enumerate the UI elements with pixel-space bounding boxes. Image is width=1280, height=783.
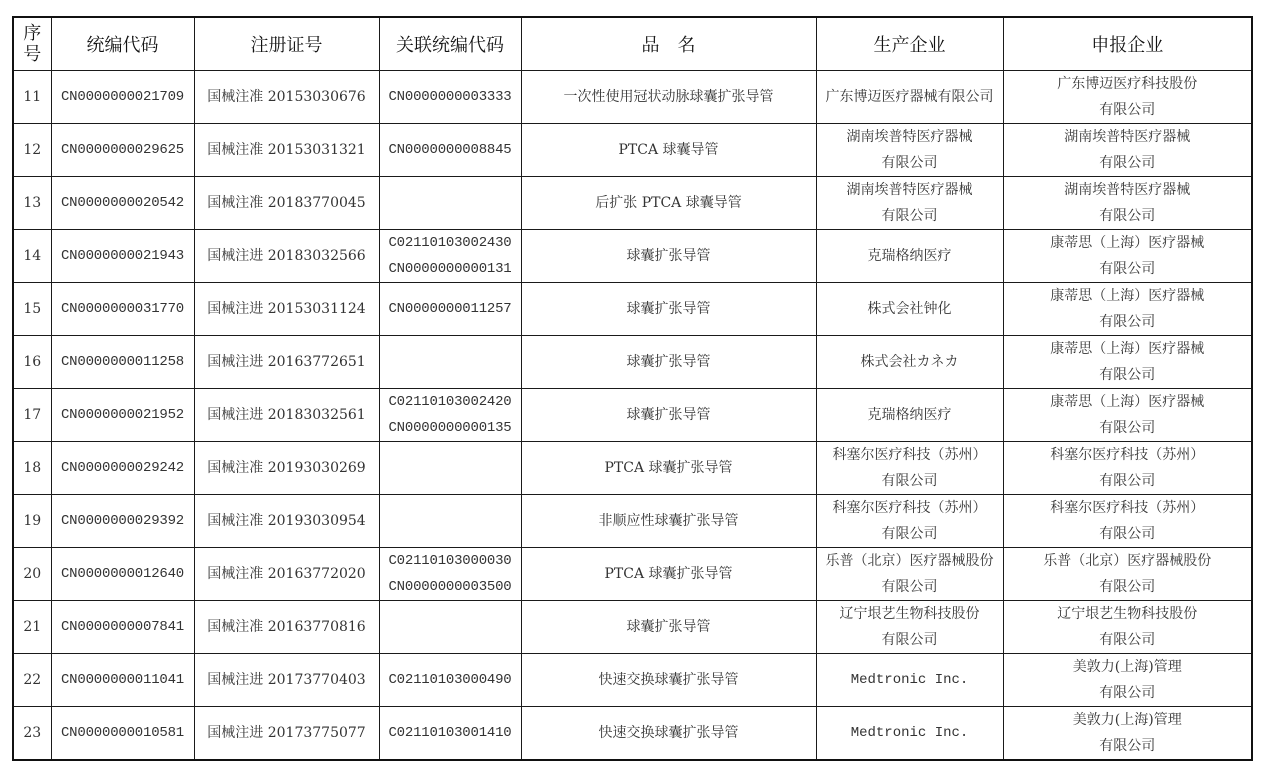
applicant-line: 康蒂思（上海）医疗器械: [1050, 235, 1205, 251]
cell-manufacturer: [816, 707, 1003, 761]
cell-applicant: [1003, 177, 1252, 230]
cell-product-name: 非顺应性球囊扩张导管: [521, 495, 816, 548]
cell-seq: 23: [13, 707, 51, 761]
table-row: [13, 442, 1252, 495]
cell-product-name: 球囊扩张导管: [521, 601, 816, 654]
cell-code: CN0000000007841: [51, 601, 194, 654]
cell-applicant: [1003, 230, 1252, 283]
cell-reg-no: 国械注准 20153030676: [194, 71, 379, 124]
cell-code: CN0000000011041: [51, 654, 194, 707]
cell-applicant: [1003, 389, 1252, 442]
cell-product-name: 球囊扩张导管: [521, 230, 816, 283]
table-row: [13, 230, 1252, 283]
applicant-line: 美敦力(上海)管理: [1072, 659, 1182, 675]
cell-code: CN0000000029242: [51, 442, 194, 495]
cell-seq: 16: [13, 336, 51, 389]
cell-related-code: [379, 707, 521, 761]
manufacturer-line: 科塞尔医疗科技（苏州）: [832, 500, 987, 516]
manufacturer-line: 克瑞格纳医疗: [867, 248, 952, 264]
applicant-line: 科塞尔医疗科技（苏州）: [1050, 500, 1205, 516]
manufacturer-line: 有限公司: [881, 526, 938, 542]
manufacturer-line: 科塞尔医疗科技（苏州）: [832, 447, 987, 463]
cell-code: CN0000000020542: [51, 177, 194, 230]
cell-product-name: 快速交换球囊扩张导管: [521, 707, 816, 761]
cell-reg-no: 国械注进 20173770403: [194, 654, 379, 707]
table-row: [13, 707, 1252, 761]
cell-code: CN0000000031770: [51, 283, 194, 336]
applicant-line: 有限公司: [1099, 102, 1156, 118]
cell-related-code: [379, 71, 521, 124]
cell-code: CN0000000021709: [51, 71, 194, 124]
manufacturer-line: 乐普（北京）医疗器械股份: [825, 553, 994, 569]
applicant-line: 广东博迈医疗科技股份: [1057, 76, 1198, 92]
cell-related-code: [379, 548, 521, 601]
applicant-line: 有限公司: [1099, 261, 1156, 277]
cell-related-code: [379, 283, 521, 336]
cell-manufacturer: [816, 548, 1003, 601]
applicant-line: 康蒂思（上海）医疗器械: [1050, 394, 1205, 410]
cell-reg-no: 国械注进 20153031124: [194, 283, 379, 336]
cell-related-code: [379, 654, 521, 707]
cell-manufacturer: [816, 124, 1003, 177]
applicant-line: 康蒂思（上海）医疗器械: [1050, 341, 1205, 357]
related-code-line: C02110103002420: [388, 394, 512, 410]
header-seq: [13, 17, 51, 71]
applicant-line: 有限公司: [1099, 738, 1156, 754]
header-reg-no: 注册证号: [194, 17, 379, 71]
cell-applicant: [1003, 71, 1252, 124]
header-manufacturer: 生产企业: [816, 17, 1003, 71]
applicant-line: 有限公司: [1099, 208, 1156, 224]
table-row: [13, 495, 1252, 548]
applicant-line: 有限公司: [1099, 579, 1156, 595]
manufacturer-line: 株式会社钟化: [867, 301, 952, 317]
header-row: [13, 17, 1252, 71]
cell-reg-no: 国械注进 20163772651: [194, 336, 379, 389]
cell-product-name: PTCA 球囊扩张导管: [521, 442, 816, 495]
cell-manufacturer: [816, 283, 1003, 336]
cell-seq: 12: [13, 124, 51, 177]
header-related-code: 关联统编代码: [379, 17, 521, 71]
cell-product-name: 快速交换球囊扩张导管: [521, 654, 816, 707]
cell-reg-no: 国械注进 20183032566: [194, 230, 379, 283]
cell-applicant: [1003, 442, 1252, 495]
table-row: [13, 389, 1252, 442]
cell-seq: 13: [13, 177, 51, 230]
cell-code: CN0000000012640: [51, 548, 194, 601]
header-code: 统编代码: [51, 17, 194, 71]
manufacturer-line: 有限公司: [881, 579, 938, 595]
applicant-line: 辽宁垠艺生物科技股份: [1057, 606, 1198, 622]
cell-code: CN0000000011258: [51, 336, 194, 389]
header-product-name: 品 名: [521, 17, 816, 71]
manufacturer-line: 湖南埃普特医疗器械: [846, 129, 973, 145]
applicant-line: 有限公司: [1099, 367, 1156, 383]
manufacturer-line: 有限公司: [881, 208, 938, 224]
cell-related-code: [379, 389, 521, 442]
cell-manufacturer: [816, 336, 1003, 389]
device-registry-table-container: [12, 16, 1251, 761]
manufacturer-line: 湖南埃普特医疗器械: [846, 182, 973, 198]
cell-code: CN0000000010581: [51, 707, 194, 761]
manufacturer-line: 辽宁垠艺生物科技股份: [839, 606, 980, 622]
cell-product-name: 球囊扩张导管: [521, 283, 816, 336]
applicant-line: 康蒂思（上海）医疗器械: [1050, 288, 1205, 304]
cell-product-name: PTCA 球囊扩张导管: [521, 548, 816, 601]
cell-seq: 15: [13, 283, 51, 336]
manufacturer-line: Medtronic Inc.: [850, 672, 969, 688]
cell-product-name: 后扩张 PTCA 球囊导管: [521, 177, 816, 230]
cell-related-code: [379, 124, 521, 177]
related-code-line: CN0000000000135: [388, 420, 512, 436]
table-row: [13, 177, 1252, 230]
related-code-line: C02110103000490: [388, 672, 512, 688]
cell-reg-no: 国械注进 20183032561: [194, 389, 379, 442]
cell-reg-no: 国械注准 20163772020: [194, 548, 379, 601]
header-applicant: 申报企业: [1003, 17, 1252, 71]
table-row: [13, 336, 1252, 389]
applicant-line: 有限公司: [1099, 155, 1156, 171]
cell-product-name: 球囊扩张导管: [521, 389, 816, 442]
manufacturer-line: 广东博迈医疗器械有限公司: [825, 89, 994, 105]
applicant-line: 有限公司: [1099, 632, 1156, 648]
cell-applicant: [1003, 495, 1252, 548]
cell-reg-no: 国械注准 20183770045: [194, 177, 379, 230]
related-code-line: CN0000000008845: [388, 142, 512, 158]
applicant-line: 湖南埃普特医疗器械: [1064, 182, 1191, 198]
table-row: [13, 283, 1252, 336]
table-row: [13, 124, 1252, 177]
manufacturer-line: 有限公司: [881, 155, 938, 171]
cell-seq: 17: [13, 389, 51, 442]
applicant-line: 科塞尔医疗科技（苏州）: [1050, 447, 1205, 463]
related-code-line: C02110103000030: [388, 553, 512, 569]
cell-applicant: [1003, 707, 1252, 761]
applicant-line: 有限公司: [1099, 473, 1156, 489]
table-row: [13, 601, 1252, 654]
table-row: [13, 548, 1252, 601]
related-code-line: C02110103002430: [388, 235, 512, 251]
applicant-line: 有限公司: [1099, 314, 1156, 330]
cell-applicant: [1003, 548, 1252, 601]
cell-related-code: [379, 336, 521, 389]
cell-seq: 19: [13, 495, 51, 548]
cell-manufacturer: [816, 230, 1003, 283]
header-seq-line2: 号: [23, 44, 42, 65]
cell-product-name: 球囊扩张导管: [521, 336, 816, 389]
cell-product-name: 一次性使用冠状动脉球囊扩张导管: [521, 71, 816, 124]
manufacturer-line: 有限公司: [881, 473, 938, 489]
cell-code: CN0000000021952: [51, 389, 194, 442]
related-code-line: CN0000000003333: [388, 89, 512, 105]
table-header: [13, 17, 1252, 71]
cell-manufacturer: [816, 654, 1003, 707]
applicant-line: 有限公司: [1099, 420, 1156, 436]
cell-manufacturer: [816, 601, 1003, 654]
manufacturer-line: 株式会社カネカ: [860, 354, 959, 370]
applicant-line: 有限公司: [1099, 685, 1156, 701]
cell-related-code: [379, 495, 521, 548]
table-row: [13, 654, 1252, 707]
cell-seq: 20: [13, 548, 51, 601]
applicant-line: 湖南埃普特医疗器械: [1064, 129, 1191, 145]
table-row: [13, 71, 1252, 124]
related-code-line: CN0000000000131: [388, 261, 512, 277]
related-code-line: C02110103001410: [388, 725, 512, 741]
related-code-line: CN0000000003500: [388, 579, 512, 595]
cell-manufacturer: [816, 442, 1003, 495]
table-body: [13, 71, 1252, 761]
device-registry-table: [12, 16, 1253, 761]
applicant-line: 美敦力(上海)管理: [1072, 712, 1182, 728]
cell-code: CN0000000029392: [51, 495, 194, 548]
related-code-line: CN0000000011257: [388, 301, 512, 317]
cell-reg-no: 国械注准 20193030954: [194, 495, 379, 548]
manufacturer-line: 克瑞格纳医疗: [867, 407, 952, 423]
cell-seq: 14: [13, 230, 51, 283]
cell-applicant: [1003, 124, 1252, 177]
cell-related-code: [379, 230, 521, 283]
cell-related-code: [379, 442, 521, 495]
cell-manufacturer: [816, 495, 1003, 548]
cell-applicant: [1003, 654, 1252, 707]
manufacturer-line: Medtronic Inc.: [850, 725, 969, 741]
cell-seq: 22: [13, 654, 51, 707]
cell-manufacturer: [816, 177, 1003, 230]
cell-reg-no: 国械注准 20163770816: [194, 601, 379, 654]
cell-reg-no: 国械注准 20193030269: [194, 442, 379, 495]
cell-manufacturer: [816, 389, 1003, 442]
cell-reg-no: 国械注进 20173775077: [194, 707, 379, 761]
cell-seq: 21: [13, 601, 51, 654]
cell-seq: 18: [13, 442, 51, 495]
manufacturer-line: 有限公司: [881, 632, 938, 648]
cell-related-code: [379, 601, 521, 654]
cell-code: CN0000000021943: [51, 230, 194, 283]
cell-code: CN0000000029625: [51, 124, 194, 177]
cell-manufacturer: [816, 71, 1003, 124]
applicant-line: 有限公司: [1099, 526, 1156, 542]
cell-seq: 11: [13, 71, 51, 124]
cell-applicant: [1003, 601, 1252, 654]
cell-applicant: [1003, 283, 1252, 336]
cell-applicant: [1003, 336, 1252, 389]
cell-product-name: PTCA 球囊导管: [521, 124, 816, 177]
cell-reg-no: 国械注准 20153031321: [194, 124, 379, 177]
cell-related-code: [379, 177, 521, 230]
applicant-line: 乐普（北京）医疗器械股份: [1043, 553, 1212, 569]
header-seq-line1: 序: [23, 23, 42, 44]
